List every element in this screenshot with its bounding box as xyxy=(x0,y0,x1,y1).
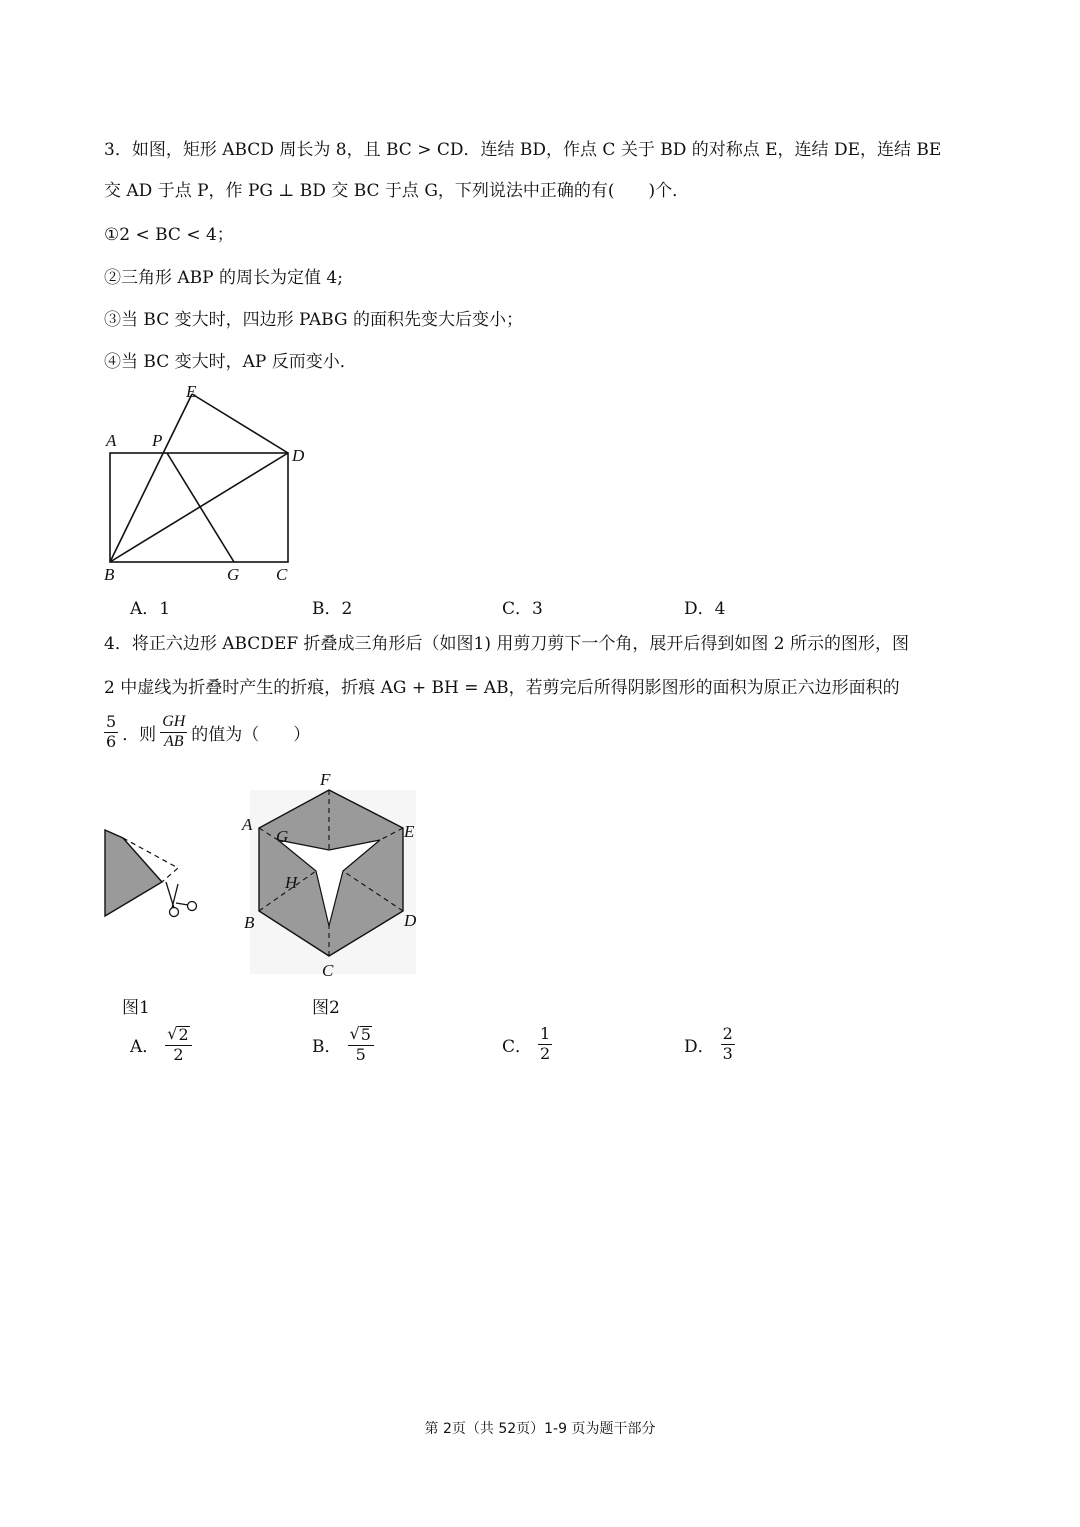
q3-statement-1: ①2 < BC < 4； xyxy=(104,225,234,245)
q3-statement-2: ②三角形 ABP 的周长为定值 4; xyxy=(104,268,343,288)
segment-de xyxy=(192,394,288,453)
segment-pg xyxy=(167,453,234,562)
q4-stem-line2: 2 中虚线为折叠时产生的折痕，折痕 AG + BH = AB，若剪完后所得阴影图形的面积为原正六边形面积的 xyxy=(104,678,900,698)
label-h: H xyxy=(285,873,298,892)
label-c: C xyxy=(322,961,334,978)
label-p: P xyxy=(152,431,163,450)
q4-option-a[interactable]: A． √ 2 2 xyxy=(130,1026,192,1064)
q3-option-b[interactable]: B．2 xyxy=(312,599,353,619)
q4-stem-line3: $\frac{5}{6}$ ．则 $\frac{GH}{AB}$ 的值为（ ） xyxy=(106,712,311,751)
q4-stem-line1: 4．将正六边形 ABCDEF 折叠成三角形后（如图1) 用剪刀剪下一个角，展开后得到如图 2 所示的图形，图 xyxy=(104,634,910,654)
fig1-caption: 图1 xyxy=(122,998,150,1018)
q4-option-c[interactable]: C． $\frac{1}{2}$ xyxy=(502,1024,551,1063)
label-a: A xyxy=(242,815,253,834)
q3-stem-line1: 3．如图，矩形 ABCD 周长为 8，且 BC > CD．连结 BD，作点 C 关于 BD 的对称点 E，连结 DE，连结 BE xyxy=(104,140,942,160)
q4-figure-1 xyxy=(96,818,216,928)
q3-option-d[interactable]: D．4 xyxy=(684,599,726,619)
q3-option-a[interactable]: A．1 xyxy=(130,599,171,619)
label-b: B xyxy=(244,913,255,932)
q3-option-c[interactable]: C．3 xyxy=(502,599,543,619)
q4-figure-2 xyxy=(236,768,426,978)
label-d: D xyxy=(292,446,305,465)
q4-option-b[interactable]: B． √ 5 5 xyxy=(312,1026,374,1064)
label-g: G xyxy=(227,565,240,584)
fraction-five-sixths: $\frac{5}{6}$ xyxy=(106,712,117,751)
label-f: F xyxy=(320,770,331,789)
page-footer: 第 2页（共 52页）1-9 页为题干部分 xyxy=(424,1421,656,1437)
label-b: B xyxy=(104,565,115,584)
q4-option-d[interactable]: D． $\frac{2}{3}$ xyxy=(684,1024,733,1063)
fig2-caption: 图2 xyxy=(312,998,340,1018)
q3-statement-3: ③当 BC 变大时，四边形 PABG 的面积先变大后变小； xyxy=(104,310,523,330)
label-a: A xyxy=(106,431,117,450)
label-g: G xyxy=(276,827,289,846)
fraction-gh-ab: $\frac{GH}{AB}$ xyxy=(162,713,186,750)
label-e: E xyxy=(404,822,415,841)
q3-rectangle-figure xyxy=(100,378,330,588)
scissors-icon xyxy=(166,882,197,917)
label-e: E xyxy=(186,382,197,401)
q3-stem-line2: 交 AD 于点 P，作 PG ⊥ BD 交 BC 于点 G，下列说法中正确的有( )个． xyxy=(104,181,690,201)
label-d: D xyxy=(404,911,417,930)
q3-statement-4: ④当 BC 变大时，AP 反而变小． xyxy=(104,352,357,372)
label-c: C xyxy=(276,565,288,584)
folded-triangle-shape xyxy=(105,830,162,916)
